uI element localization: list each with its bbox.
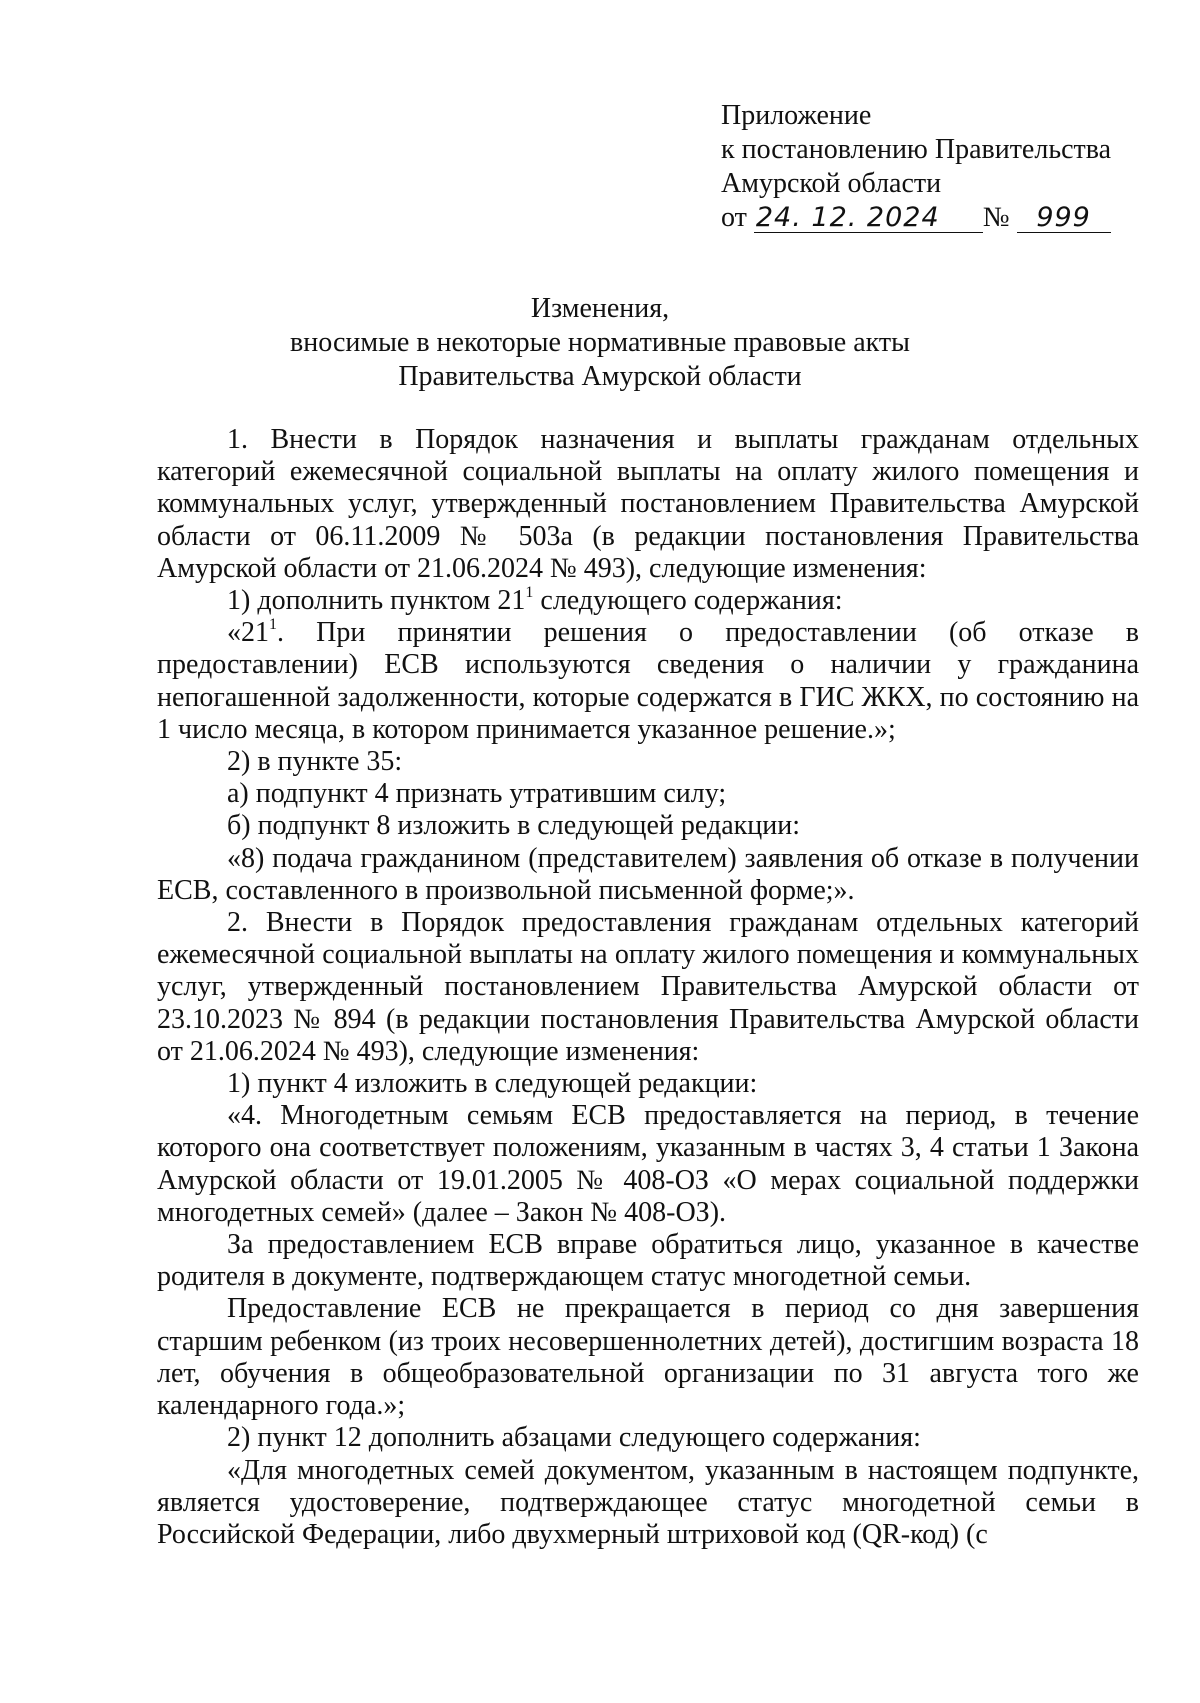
paragraph-7: «8) подача гражданином (представителем) заявления об отказе в получении ЕСВ, составленного в произвольной письменной форме;». [157, 842, 1139, 906]
paragraph-13: 2) пункт 12 дополнить абзацами следующего содержания: [227, 1422, 921, 1454]
title-line-2: вносимые в некоторые нормативные правовые акты [290, 327, 910, 358]
paragraph-9: 1) пункт 4 изложить в следующей редакции: [227, 1068, 758, 1100]
attachment-heading: Приложение [721, 100, 872, 131]
paragraph-11: За предоставлением ЕСВ вправе обратиться лицо, указанное в качестве родителя в документе, подтверждающем статус многодетной семьи. [157, 1229, 1139, 1293]
paragraph-3-superscript: 1 [269, 616, 277, 634]
title-line-3: Правительства Амурской области [398, 361, 802, 392]
paragraph-5: а) подпункт 4 признать утратившим силу; [227, 778, 727, 810]
document-body [157, 424, 1139, 1551]
handwritten-number: 999 [1017, 204, 1111, 233]
attachment-resolution-line: к постановлению Правительства [721, 134, 1112, 165]
from-label: от [721, 202, 747, 233]
attachment-block [721, 99, 1141, 235]
paragraph-10: «4. Многодетным семьям ЕСВ предоставляется на период, в течение которого она соответствует положениям, указанным в частях 3, 4 статьи 1 Закона Амурской области от 19.01.2005 № 408-ОЗ «О мерах социальной поддержки многодетных семей» (далее – Закон № 408-ОЗ). [157, 1100, 1139, 1228]
paragraph-2-superscript: 1 [525, 584, 534, 602]
paragraph-2-text: 1) дополнить пунктом 21 [227, 585, 526, 617]
paragraph-12: Предоставление ЕСВ не прекращается в период со дня завершения старшим ребенком (из троих несовершеннолетних детей), достигшим возраста 18 лет, обучения в общеобразовательной организации по 31 августа того же календарного года.»; [157, 1293, 1139, 1422]
paragraph-3-text: «21 [227, 617, 269, 649]
paragraph-2 [157, 585, 1139, 617]
attachment-date-number-line [721, 201, 1141, 235]
attachment-region-line: Амурской области [721, 168, 942, 199]
paragraph-6: б) подпункт 8 изложить в следующей редакции: [227, 810, 800, 842]
paragraph-3-text-end: . При принятии решения о предоставлении (об отказе в предоставлении) ЕСВ используются сведения о наличии у гражданина непогашенной задолженности, которые содержатся в ГИС ЖКХ, по состоянию на 1 число месяца, в котором принимается указанное решение.»; [157, 617, 1139, 745]
paragraph-3 [157, 617, 1139, 746]
paragraph-2-text-end: следующего содержания: [533, 585, 843, 617]
paragraph-8: 2. Внести в Порядок предоставления гражданам отдельных категорий ежемесячной социальной выплаты на оплату жилого помещения и коммунальных услуг, утвержденный постановлением Правительства Амурской области от 23.10.2023 № 894 (в редакции постановления Правительства Амурской области от 21.06.2024 № 493), следующие изменения: [157, 907, 1139, 1067]
handwritten-date: 24. 12. 2024 [754, 204, 983, 233]
paragraph-4: 2) в пункте 35: [227, 746, 403, 778]
paragraph-14: «Для многодетных семей документом, указанным в настоящем подпункте, является удостоверение, подтверждающее статус многодетной семьи в Российской Федерации, либо двухмерный штриховой код (QR-код) (с [157, 1454, 1139, 1550]
paragraph-1: 1. Внести в Порядок назначения и выплаты гражданам отдельных категорий ежемесячной социальной выплаты на оплату жилого помещения и коммунальных услуг, утвержденный постановлением Правительства Амурской области от 06.11.2009 № 503а (в редакции постановления Правительства Амурской области от 21.06.2024 № 493), следующие изменения: [157, 424, 1139, 584]
number-label: № [982, 202, 1010, 233]
document-title [150, 292, 1050, 394]
title-line-1: Изменения, [530, 293, 670, 324]
